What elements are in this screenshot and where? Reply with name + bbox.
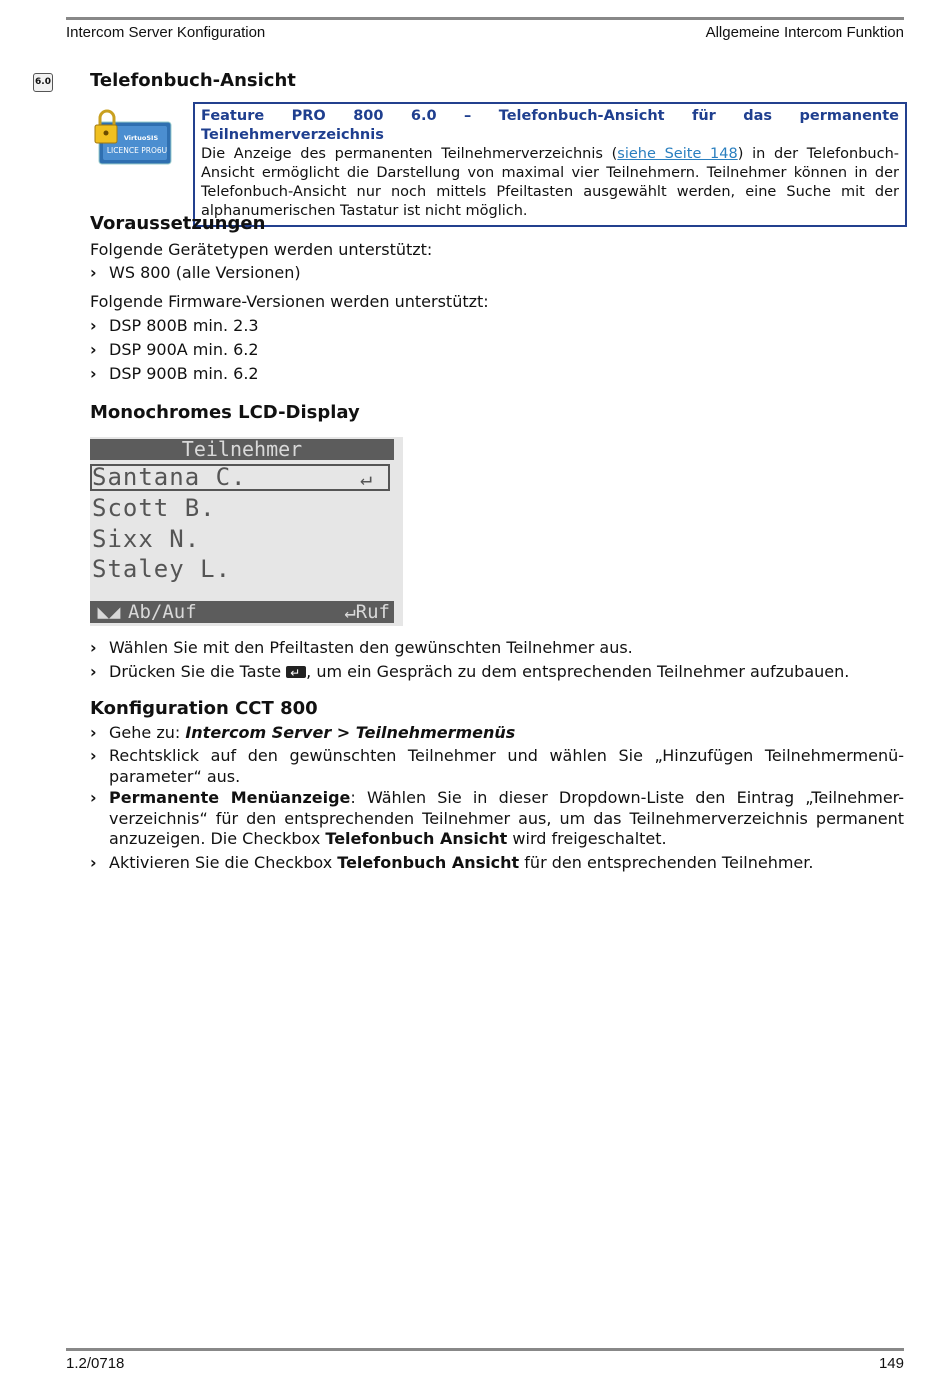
voraussetzungen-section [90,213,904,385]
list-item: › DSP 800B min. 2.3 [90,316,259,335]
footer-rule [66,1348,904,1351]
lcd-row: Sixx N. [92,525,201,553]
lcd-heading: Monochromes LCD-Display [90,402,360,423]
page-number: 149 [878,1355,904,1372]
header-left: Intercom Server Konfiguration [66,24,266,41]
konfiguration-heading: Konfiguration CCT 800 [90,698,318,719]
lcd-row: Staley L. [92,555,232,583]
feature-text-before: Die Anzeige des permanenten Teilnehmerverzeichnis ( [201,146,618,162]
list-item: › Gehe zu: Intercom Server > Teilnehmermenüs [90,723,516,742]
konfiguration-section [90,698,904,874]
list-item: › Drücken Sie die Taste ↵, um ein Gespräch zu dem entsprechenden Teilnehmer aufzubauen. [90,660,904,683]
feature-title: Feature PRO 800 6.0 – Telefonbuch-Ansicht für das permanente Teilnehmerverzeichnis [201,108,899,143]
lcd-enter-icon: ↵ [360,466,374,490]
feature-box [193,102,907,227]
header-right: Allgemeine Intercom Funktion [705,24,904,41]
feature-link[interactable]: siehe Seite 148 [617,146,738,162]
voraussetzungen-heading: Voraussetzungen [90,213,266,234]
feature-text-after: ) in der Telefonbuch-Ansicht ermöglicht die Darstellung von maximal vier Teilnehmern. Teilnehmer können in der Telefonbuch-Ansicht nur noch mittels Pfeiltasten ausgewählt werden, eine Suche mit der alphanumerischen Tastatur ist nicht möglich. [201,146,899,219]
list-item: › DSP 900B min. 6.2 [90,364,259,383]
menu-path: Intercom Server > Teilnehmermenüs [185,723,516,742]
firmware-intro: Folgende Firmware-Versionen werden unterstützt: [90,292,489,311]
geraete-intro: Folgende Gerätetypen werden unterstützt: [90,240,433,259]
license-lock-icon [93,108,173,168]
lcd-title: Teilnehmer [90,439,394,460]
license-line2: LICENCE PRO6U [106,146,168,155]
list-item: › Permanente Menüanzeige: Wählen Sie in dieser Dropdown-Liste den Eintrag „Teilnehmer-verzeichnis“ für den entsprechenden Teilnehmer aus, um das Teilnehmerverzeichnis permanent anzuzeigen. Die Checkbox Telefonbuch Ansicht wird freigeschaltet. [90,788,905,848]
page-title: Telefonbuch-Ansicht [90,70,296,91]
version-badge: 6.0 [33,73,53,92]
lcd-footer-bar [90,601,394,623]
feature-text [201,145,899,221]
license-line1: VirtuoSIS [123,134,159,142]
lcd-footer-left: Ab/Auf [128,601,197,623]
lcd-steps [90,636,904,683]
list-item: › DSP 900A min. 6.2 [90,340,259,359]
enter-key-icon [286,666,306,678]
lcd-display [90,437,403,626]
lcd-footer-right: ↵Ruf [344,601,390,623]
lcd-updown-icon: ◣◢ [97,601,121,623]
header-rule [66,17,904,20]
lcd-row: Scott B. [92,494,216,522]
list-item: › WS 800 (alle Versionen) [90,263,301,282]
list-item: › Aktivieren Sie die Checkbox Telefonbuch Ansicht für den entsprechenden Teilnehmer. [90,852,814,872]
list-item: › Rechtsklick auf den gewünschten Teilnehmer und wählen Sie „Hinzufügen Teilnehmermenü-parameter“ aus. [90,746,904,786]
list-item: › Wählen Sie mit den Pfeiltasten den gewünschten Teilnehmer aus. [90,638,633,657]
footer-left: 1.2/0718 [66,1355,125,1372]
lcd-row: Santana C. [92,463,247,491]
